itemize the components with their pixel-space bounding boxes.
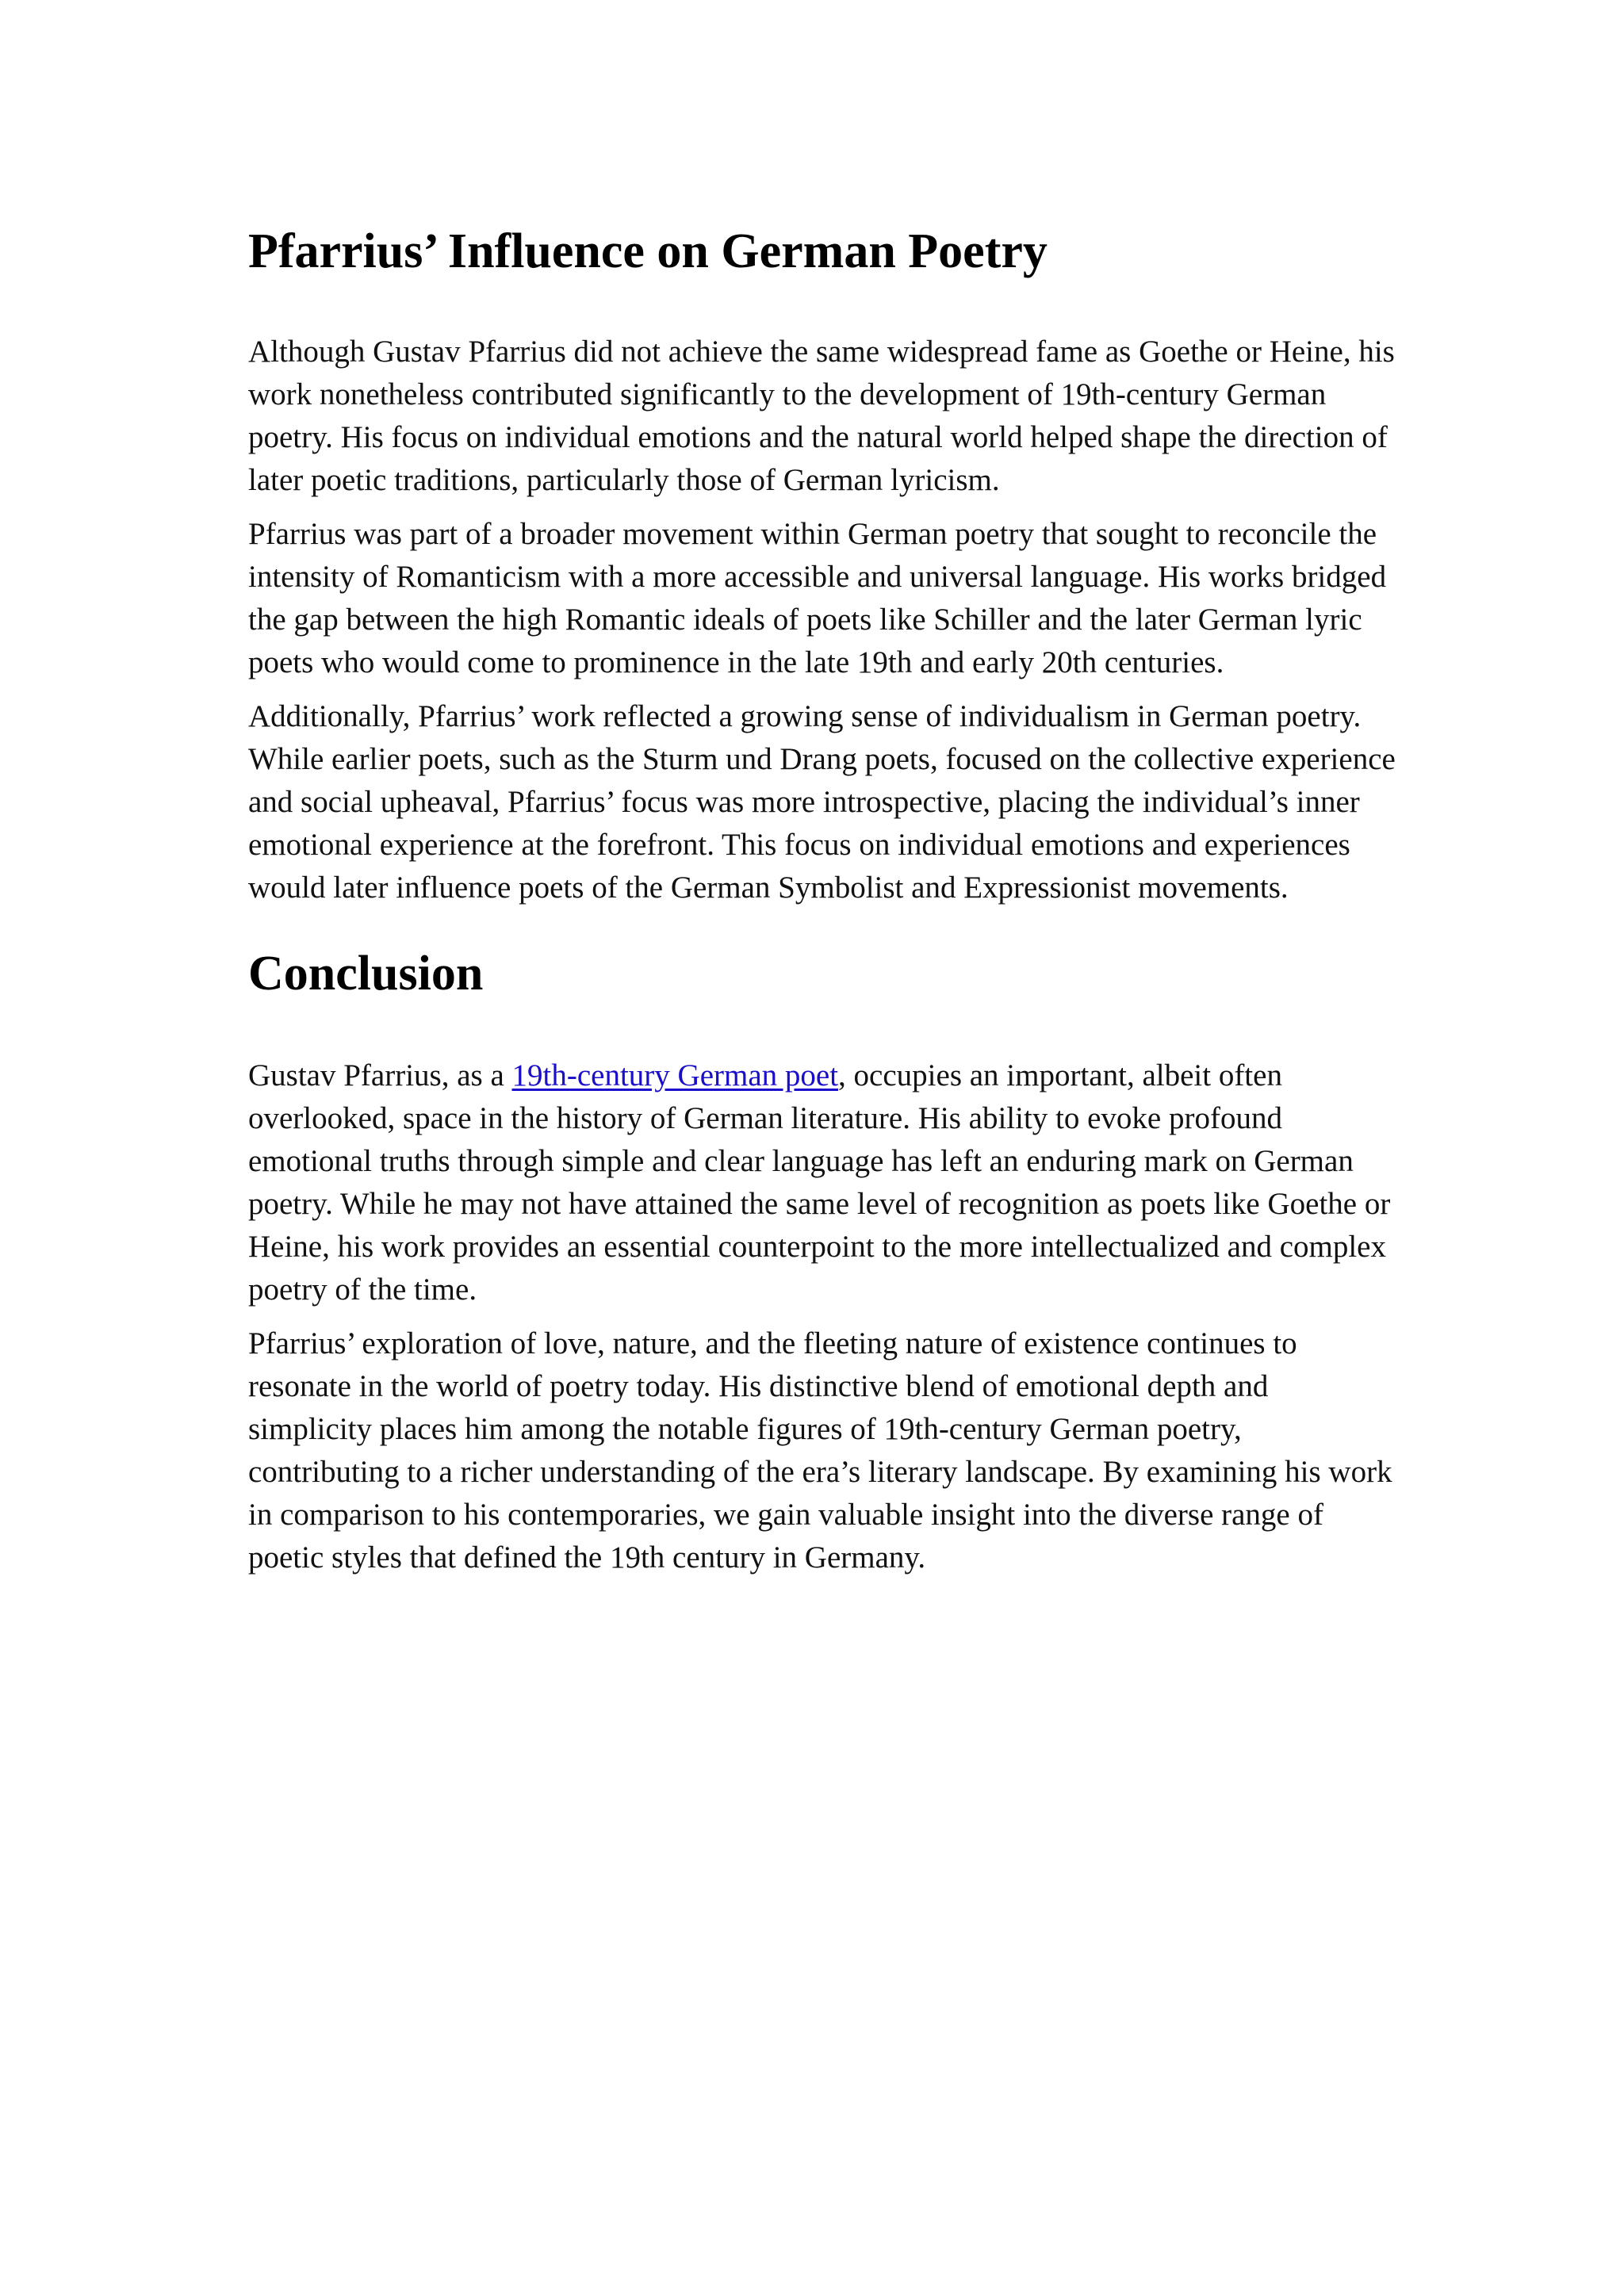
paragraph-with-link	[248, 1054, 1398, 1311]
section-body-influence	[248, 331, 1398, 909]
paragraph: Pfarrius was part of a broader movement within German poetry that sought to reconcile the intensity of Romanticism with a more accessible and universal language. His works bridged the gap between the high Romantic ideals of poets like Schiller and the later German lyric poets who would come to prominence in the late 19th and early 20th centuries.	[248, 517, 1387, 680]
german-poet-link[interactable]: 19th-century German poet	[511, 1058, 839, 1093]
paragraph: Pfarrius’ exploration of love, nature, and the fleeting nature of existence continues to resonate in the world of poetry today. His distinctive blend of emotional depth and simplicity places him among the notable figures of 19th-century German poetry, contributing to a richer understanding of the era’s literary landscape. By examining his work in comparison to his contemporaries, we gain valuable insight into the diverse range of poetic styles that defined the 19th century in Germany.	[248, 1326, 1392, 1575]
paragraph-text-after-link: , occupies an important, albeit often overlooked, space in the history of German literature. His ability to evoke profound emotional truths through simple and clear language has left an enduring mark on German poetry. While he may not have attained the same level of recognition as poets like Goethe or Heine, his work provides an essential counterpoint to the more intellectualized and complex poetry of the time.	[248, 1058, 1391, 1307]
section-heading-influence: Pfarrius’ Influence on German Poetry	[248, 224, 1048, 278]
section-conclusion	[248, 944, 1398, 1578]
paragraph-text-before-link: Gustav Pfarrius, as a	[248, 1058, 512, 1093]
paragraph: Although Gustav Pfarrius did not achieve the same widespread fame as Goethe or Heine, his work nonetheless contributed significantly to the development of 19th-century German poetry. His focus on individual emotions and the natural world helped shape the direction of later poetic traditions, particularly those of German lyricism.	[248, 335, 1395, 498]
section-influence	[248, 222, 1398, 909]
paragraph: Additionally, Pfarrius’ work reflected a growing sense of individualism in German poetry. While earlier poets, such as the Sturm und Drang poets, focused on the collective experience and social upheaval, Pfarrius’ focus was more introspective, placing the individual’s inner emotional experience at the forefront. This focus on individual emotions and experiences would later influence poets of the German Symbolist and Expressionist movements.	[248, 699, 1396, 905]
section-heading-conclusion: Conclusion	[248, 947, 484, 1001]
section-body-conclusion	[248, 1054, 1398, 1579]
document-content	[248, 222, 1398, 1590]
